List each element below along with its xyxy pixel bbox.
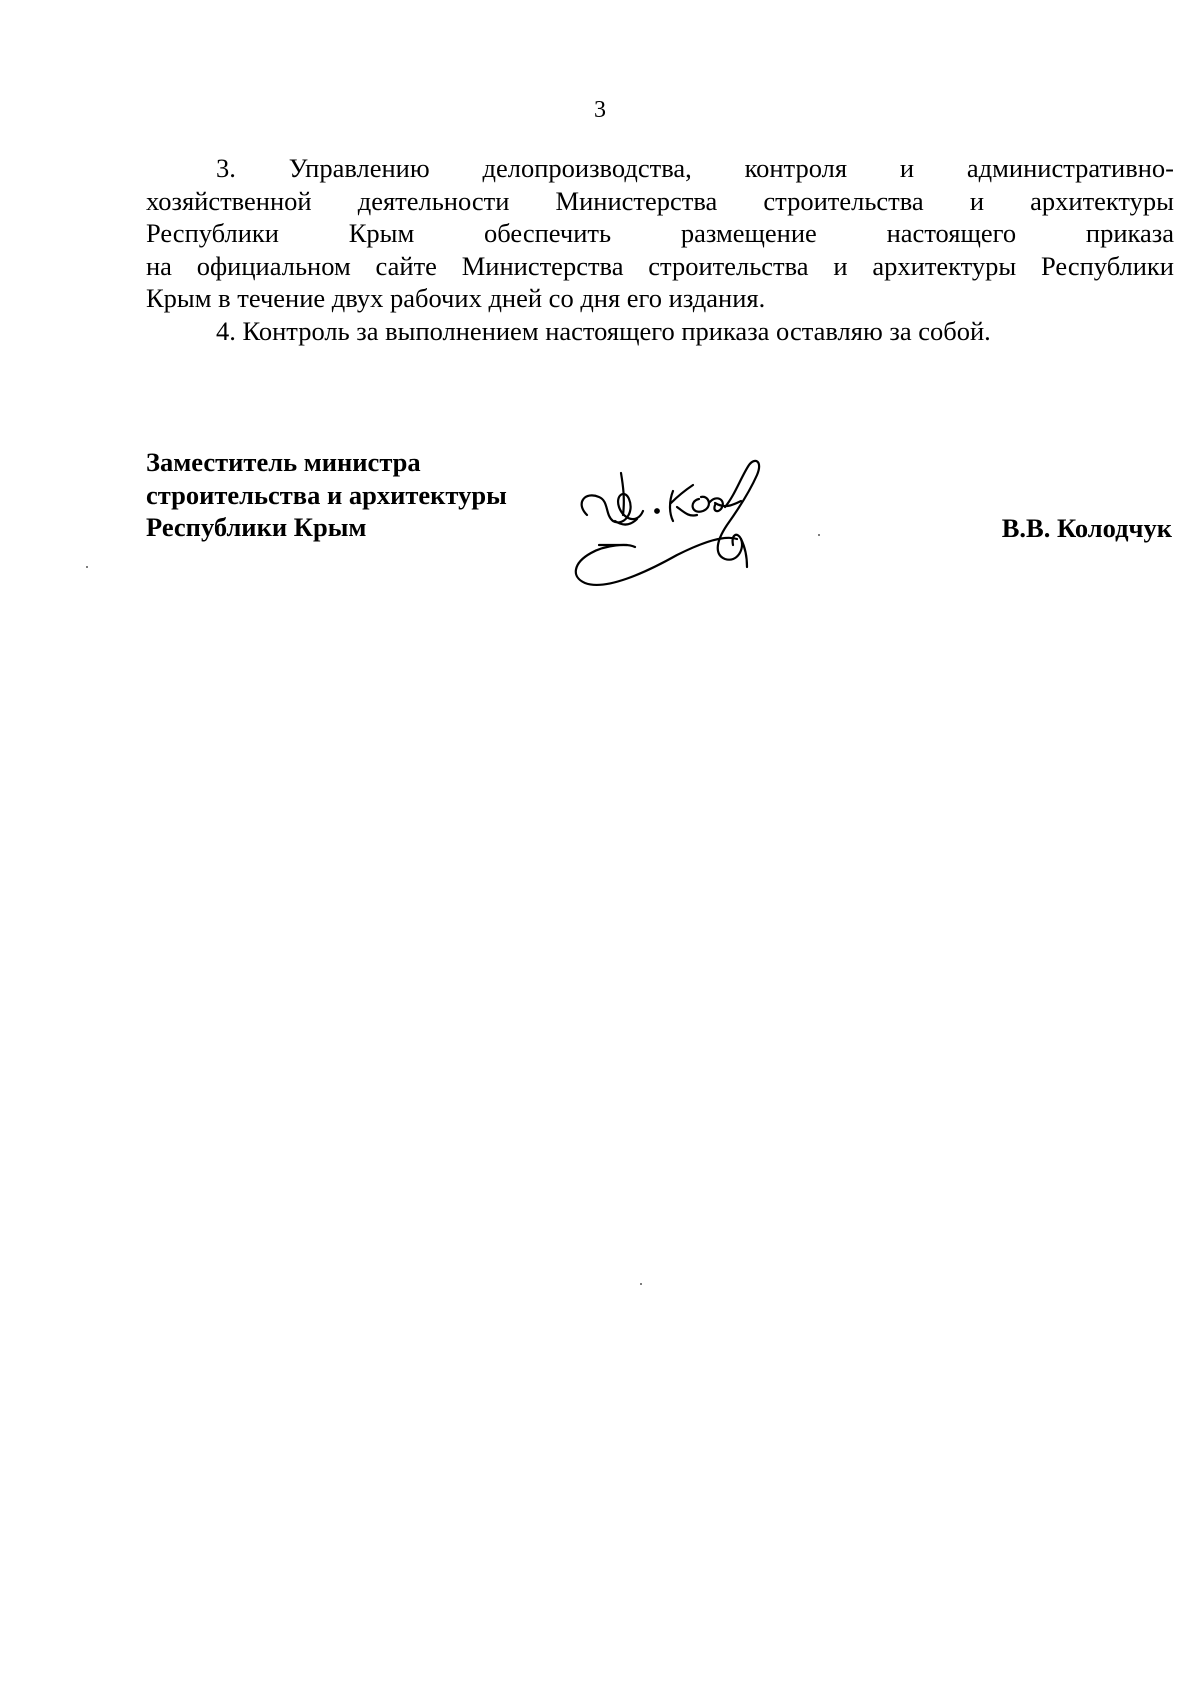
word: на: [146, 250, 172, 281]
scan-speck: [640, 1283, 642, 1285]
word: деятельности: [357, 185, 510, 216]
paragraph-3: [146, 152, 1174, 315]
word: и: [899, 153, 915, 183]
word: административно-: [966, 153, 1174, 183]
word: и: [833, 250, 848, 281]
word: размещение: [680, 218, 817, 248]
word: строительства: [763, 185, 924, 216]
word: архитектуры: [1030, 185, 1174, 216]
paragraph-3-line-1: [146, 152, 1174, 185]
paragraph-3-line-4: [146, 250, 1174, 283]
word: официальном: [196, 250, 351, 281]
paragraph-4: 4. Контроль за выполнением настоящего приказа оставляю за собой.: [216, 315, 991, 346]
word: настоящего: [886, 218, 1017, 248]
word: Республики: [1041, 250, 1174, 281]
word: и: [969, 185, 984, 216]
word: обеспечить: [484, 218, 612, 248]
signatory-position-line-2: строительства и архитектуры: [146, 479, 507, 510]
word: Министерства: [555, 185, 718, 216]
scan-speck: [86, 566, 88, 568]
paragraph-3-line-5: Крым в течение двух рабочих дней со дня его издания.: [146, 283, 766, 313]
scan-speck: [818, 534, 820, 536]
page-number: 3: [594, 97, 606, 123]
word: контроля: [744, 153, 848, 183]
word: сайте: [375, 250, 437, 281]
document-body: [146, 152, 1174, 347]
word: 3.: [216, 153, 236, 183]
word: Министерства: [461, 250, 624, 281]
signatory-position: [146, 446, 507, 544]
word: приказа: [1085, 218, 1174, 248]
word: Управлению: [288, 153, 430, 183]
word: хозяйственной: [146, 185, 312, 216]
word: Республики: [146, 218, 279, 248]
signatory-position-line-1: Заместитель министра: [146, 447, 421, 477]
handwritten-signature: [565, 455, 835, 620]
word: архитектуры: [872, 250, 1017, 281]
word: строительства: [648, 250, 809, 281]
word: Крым: [348, 218, 415, 248]
word: делопроизводства,: [482, 153, 692, 183]
signatory-name: В.В. Колодчук: [1001, 513, 1172, 543]
paragraph-3-line-2: [146, 185, 1174, 218]
paragraph-3-line-3: [146, 217, 1174, 250]
signatory-position-line-3: Республики Крым: [146, 512, 367, 542]
